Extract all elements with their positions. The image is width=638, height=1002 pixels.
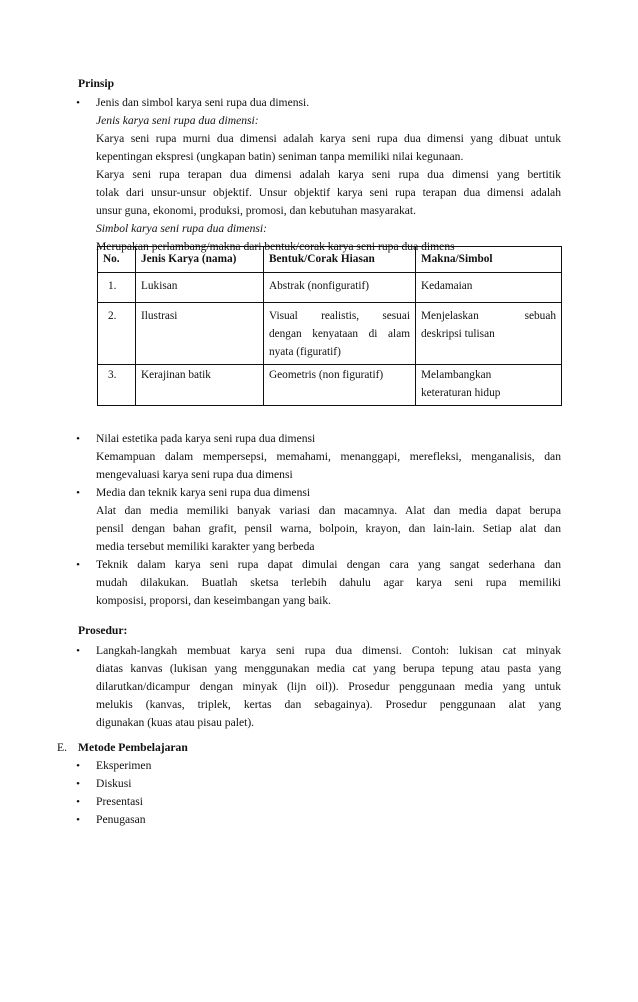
table-row bbox=[98, 303, 562, 365]
subheading-simbol: Simbol karya seni rupa dua dimensi: bbox=[96, 222, 267, 235]
bullet-icon: • bbox=[76, 760, 80, 772]
cell-line: dengan kenyataan di alam bbox=[269, 328, 410, 340]
paragraph-line: digunakan (kuas atau pisau palet). bbox=[96, 716, 255, 729]
paragraph-line: Merupakan perlambang/makna dari bentuk/corak karya seni rupa dua dimens bbox=[96, 240, 455, 253]
bullet-icon: • bbox=[76, 559, 80, 571]
list-item: Diskusi bbox=[96, 777, 132, 790]
table-cell: Ilustrasi bbox=[136, 303, 264, 365]
paragraph-line: Kemampuan dalam mempersepsi, memahami, menanggapi, merefleksi, menganalisis, dan bbox=[96, 450, 561, 463]
list-item: Eksperimen bbox=[96, 759, 152, 772]
table-cell: 1. bbox=[98, 273, 136, 303]
column-header: Bentuk/Corak Hiasan bbox=[264, 247, 416, 273]
prinsip-heading: Prinsip bbox=[78, 77, 115, 90]
table-row bbox=[98, 273, 562, 303]
bullet-icon: • bbox=[76, 97, 80, 109]
section-letter: E. bbox=[57, 741, 67, 754]
column-header: Jenis Karya (nama) bbox=[136, 247, 264, 273]
prosedur-text bbox=[96, 642, 561, 732]
paragraph-line: Teknik dalam karya seni rupa dapat dimulai dengan cara yang sangat sederhana dan bbox=[96, 558, 561, 571]
paragraph-line: pensil dengan bahan grafit, pensil warna, bolpoin, krayon, dan lain-lain. Setiap alat dan bbox=[96, 522, 561, 535]
paragraph-line: Karya seni rupa murni dua dimensi adalah karya seni rupa dua dimensi yang dibuat untuk bbox=[96, 132, 561, 145]
paragraph-line: Alat dan media memiliki banyak variasi dan macamnya. Alat dan media dapat berupa bbox=[96, 504, 561, 517]
table-cell bbox=[264, 303, 416, 365]
bullet-media-teknik bbox=[96, 484, 561, 556]
bullet-title: Media dan teknik karya seni rupa dua dimensi bbox=[96, 486, 311, 499]
bullet-title: Jenis dan simbol karya seni rupa dua dimensi. bbox=[96, 96, 310, 109]
paragraph-line: tolak dari unsur-unsur objektif. Unsur objektif karya seni rupa terapan dua dimensi adalah bbox=[96, 186, 561, 199]
table-row bbox=[98, 365, 562, 406]
cell-line: Melambangkan bbox=[421, 369, 492, 381]
paragraph-line: Langkah-langkah membuat karya seni rupa dua dimensi. Contoh: lukisan cat minyak bbox=[96, 644, 561, 657]
bullet-icon: • bbox=[76, 487, 80, 499]
metode-heading: Metode Pembelajaran bbox=[78, 741, 188, 754]
cell-line: Menjelaskan sebuah bbox=[421, 310, 556, 322]
table-cell bbox=[416, 303, 562, 365]
cell-line: deskripsi tulisan bbox=[421, 328, 495, 340]
bullet-icon: • bbox=[76, 814, 80, 826]
bullet-jenis-simbol bbox=[96, 94, 561, 256]
bullet-icon: • bbox=[76, 778, 80, 790]
paragraph-line: media tersebut memiliki karakter yang berbeda bbox=[96, 540, 315, 553]
list-item: Penugasan bbox=[96, 813, 146, 826]
cell-line: nyata (figuratif) bbox=[269, 346, 341, 358]
table-cell: Abstrak (nonfiguratif) bbox=[264, 273, 416, 303]
karya-table bbox=[97, 246, 562, 406]
paragraph-line: komposisi, proporsi, dan keseimbangan yang baik. bbox=[96, 594, 332, 607]
table-cell: 3. bbox=[98, 365, 136, 406]
column-header: No. bbox=[98, 247, 136, 273]
table-cell: Kerajinan batik bbox=[136, 365, 264, 406]
bullet-icon: • bbox=[76, 796, 80, 808]
bullet-nilai-estetika bbox=[96, 430, 561, 484]
paragraph-line: dilarutkan/dicampur dengan minyak (lijn oil)). Prosedur penggunaan media yang untuk bbox=[96, 680, 561, 693]
paragraph-line: unsur guna, ekonomi, produksi, promosi, dan kebutuhan masyarakat. bbox=[96, 204, 417, 217]
cell-line: keteraturan hidup bbox=[421, 387, 501, 399]
paragraph-line: mengevaluasi karya seni rupa dua dimensi bbox=[96, 468, 293, 481]
bullet-teknik bbox=[96, 556, 561, 610]
bullet-icon: • bbox=[76, 433, 80, 445]
metode-list bbox=[96, 757, 151, 829]
table-header-row bbox=[98, 247, 562, 273]
prosedur-heading: Prosedur: bbox=[78, 624, 128, 637]
table-cell: 2. bbox=[98, 303, 136, 365]
list-item: Presentasi bbox=[96, 795, 144, 808]
paragraph-line: kepentingan ekspresi (ungkapan batin) seniman tanpa memiliki nilai kegunaan. bbox=[96, 150, 464, 163]
table-cell: Lukisan bbox=[136, 273, 264, 303]
paragraph-line: mudah dilakukan. Buatlah sketsa terlebih dahulu agar karya seni rupa memiliki bbox=[96, 576, 561, 589]
table-cell: Geometris (non figuratif) bbox=[264, 365, 416, 406]
paragraph-line: diatas kanvas (lukisan yang menggunakan media cat yang berupa tepung atau pasta yang bbox=[96, 662, 561, 675]
column-header: Makna/Simbol bbox=[416, 247, 562, 273]
paragraph-line: melukis (kanvas, triplek, kertas dan sebagainya). Prosedur penggunaan alat yang bbox=[96, 698, 561, 711]
table-cell bbox=[416, 365, 562, 406]
bullet-icon: • bbox=[76, 645, 80, 657]
cell-line: Visual realistis, sesuai bbox=[269, 310, 410, 322]
subheading-jenis: Jenis karya seni rupa dua dimensi: bbox=[96, 114, 259, 127]
paragraph-line: Karya seni rupa terapan dua dimensi adalah karya seni rupa dua dimensi yang bertitik bbox=[96, 168, 561, 181]
bullet-title: Nilai estetika pada karya seni rupa dua dimensi bbox=[96, 432, 316, 445]
table-cell: Kedamaian bbox=[416, 273, 562, 303]
